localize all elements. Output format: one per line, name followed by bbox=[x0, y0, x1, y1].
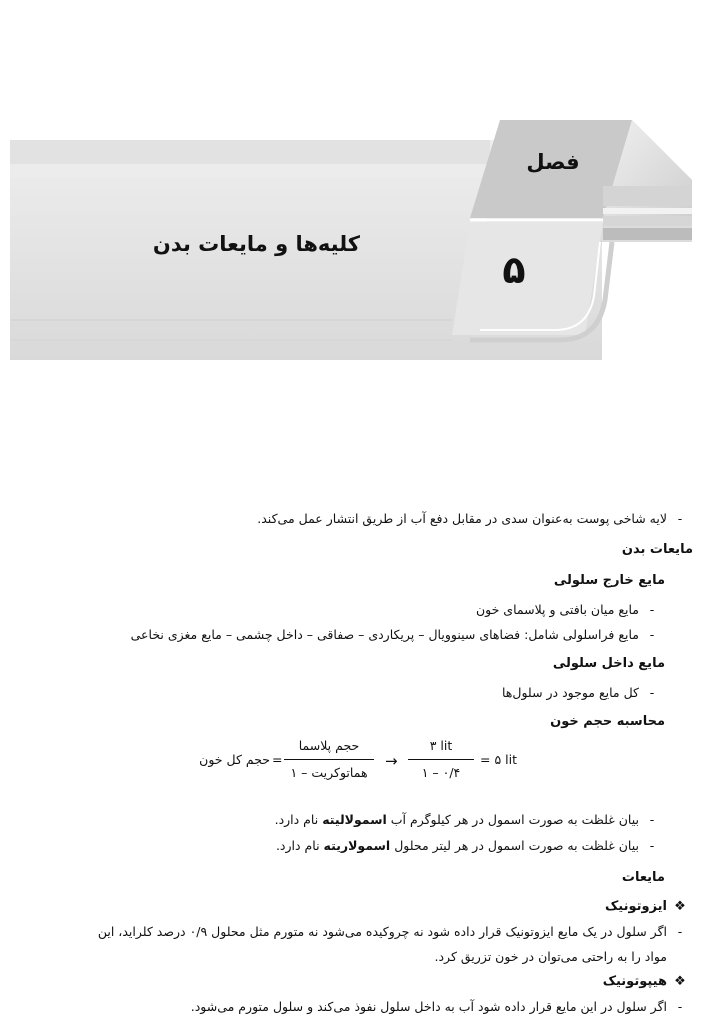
bullet-dash: - bbox=[649, 812, 655, 827]
osmolality-term: اسمولالیته bbox=[322, 812, 387, 827]
formula-result: = ۵ lit bbox=[480, 752, 517, 767]
isotonic-heading: ایزوتونیک bbox=[604, 899, 667, 914]
bullet-dash: - bbox=[649, 627, 655, 642]
list-item bbox=[10, 683, 693, 703]
chapter-label: فصل bbox=[526, 150, 580, 174]
osmolarity-suffix: نام دارد. bbox=[275, 838, 324, 853]
formula-fraction-values bbox=[408, 736, 474, 783]
intracellular-item-1: کل مایع موجود در سلول‌ها bbox=[501, 685, 639, 700]
list-item bbox=[10, 625, 693, 645]
diamond-bullet-icon: ❖ bbox=[674, 899, 686, 914]
formula-frac1-den: هماتوکریت – ۱ bbox=[290, 765, 368, 780]
bullet-dash: - bbox=[649, 838, 655, 853]
intro-bullet bbox=[10, 509, 693, 529]
chapter-title: کلیه‌ها و مایعات بدن bbox=[152, 232, 360, 256]
osmolarity-term: اسمولاریته bbox=[323, 838, 391, 853]
isotonic-paragraph bbox=[10, 922, 693, 942]
fraction-bar bbox=[408, 759, 474, 760]
banner-band-top-stripe bbox=[10, 140, 490, 164]
bullet-dash: - bbox=[649, 602, 655, 617]
isotonic-heading-row bbox=[10, 897, 693, 917]
list-item bbox=[10, 810, 693, 830]
blood-volume-formula bbox=[180, 736, 540, 792]
chapter-banner bbox=[0, 0, 719, 370]
fraction-bar bbox=[284, 759, 374, 760]
osmolality-suffix: نام دارد. bbox=[274, 812, 323, 827]
chapter-number: ۵ bbox=[502, 248, 526, 292]
bullet-dash: - bbox=[649, 685, 655, 700]
formula-fraction-terms bbox=[284, 736, 374, 783]
body-fluids-heading: مایعات بدن bbox=[621, 542, 693, 557]
formula-frac1-num: حجم پلاسما bbox=[298, 738, 360, 753]
intro-bullet-text: لایه شاخی پوست به‌عنوان سدی در مقابل دفع آب از طریق انتشار عمل می‌کند. bbox=[257, 511, 667, 526]
list-item bbox=[10, 836, 693, 856]
intracellular-heading: مایع داخل سلولی bbox=[552, 656, 665, 671]
extracellular-item-1: مایع میان بافتی و پلاسمای خون bbox=[475, 602, 639, 617]
list-item bbox=[10, 600, 693, 620]
extracellular-heading: مایع خارج سلولی bbox=[553, 573, 665, 588]
arrow-icon: → bbox=[385, 752, 398, 770]
diamond-bullet-icon: ❖ bbox=[674, 974, 686, 989]
osmolality-text: بیان غلظت به صورت اسمول در هر کیلوگرم آب bbox=[386, 812, 639, 827]
hypotonic-heading: هیپوتونیک bbox=[602, 974, 667, 989]
formula-lhs: حجم کل خون bbox=[199, 752, 270, 767]
hypotonic-line-1: اگر سلول در این مایع قرار داده شود آب به داخل سلول نفوذ می‌کند و سلول متورم می‌شود. bbox=[190, 999, 667, 1014]
blood-volume-heading: محاسبه حجم خون bbox=[550, 714, 665, 729]
formula-equals: = bbox=[272, 752, 283, 767]
bullet-dash: - bbox=[677, 924, 683, 939]
isotonic-line-1: اگر سلول در یک مایع ایزوتونیک قرار داده شود نه چروکیده می‌شود نه متورم مثل محلول ۰/۹ درصد کلراید، این bbox=[97, 924, 667, 939]
formula-frac2-den: ۱ – ۰/۴ bbox=[421, 765, 461, 780]
hypotonic-paragraph bbox=[10, 997, 693, 1017]
isotonic-line-2: مواد را به راحتی می‌توان در خون تزریق کرد. bbox=[434, 949, 667, 964]
osmolarity-text: بیان غلظت به صورت اسمول در هر لیتر محلول bbox=[390, 838, 639, 853]
solutions-heading: مایعات bbox=[621, 870, 665, 885]
extracellular-item-2: مایع فراسلولی شامل: فضاهای سینوویال – پریکاردی – صفاقی – داخل چشمی – مایع مغزی نخاعی bbox=[130, 627, 639, 642]
bullet-dash: - bbox=[677, 511, 683, 526]
hypotonic-heading-row bbox=[10, 972, 693, 992]
bullet-dash: - bbox=[677, 999, 683, 1014]
formula-frac2-num: ۳ lit bbox=[429, 738, 453, 753]
